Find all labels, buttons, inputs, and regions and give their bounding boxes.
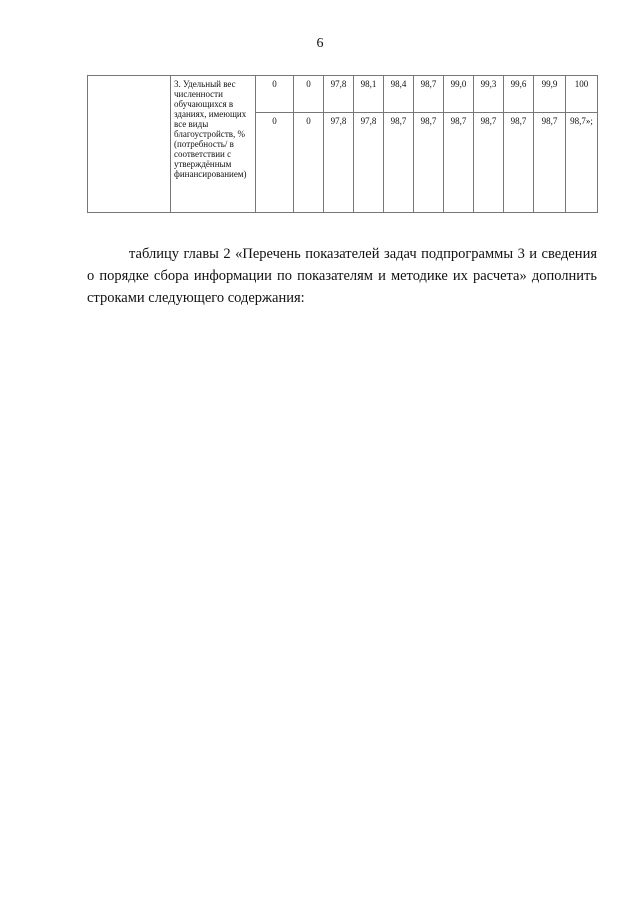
indicator-description: 3. Удельный вес численности обучающихся в зданиях, имеющих все виды благоустройств, % (потребность/ в соответствии с утверждённым финансированием) [171, 76, 256, 213]
table-cell: 99,3 [474, 76, 504, 113]
table-cell: 98,7 [504, 113, 534, 213]
empty-cell [88, 76, 171, 213]
table-cell: 97,8 [324, 113, 354, 213]
table-cell: 0 [294, 76, 324, 113]
indicators-table [87, 75, 598, 213]
table-cell: 99,9 [534, 76, 566, 113]
table-cell: 98,7 [534, 113, 566, 213]
table-cell: 97,8 [354, 113, 384, 213]
table-cell: 100 [566, 76, 598, 113]
table-cell: 0 [256, 76, 294, 113]
table-cell: 98,7»; [566, 113, 598, 213]
table-cell: 0 [294, 113, 324, 213]
table-cell: 99,6 [504, 76, 534, 113]
table-cell: 0 [256, 113, 294, 213]
body-paragraph: таблицу главы 2 «Перечень показателей задач подпрограммы 3 и сведения о порядке сбора информации по показателям и методике их расчета» дополнить строками следующего содержания: [87, 246, 597, 306]
table-cell: 98,4 [384, 76, 414, 113]
table-cell: 98,7 [474, 113, 504, 213]
table-row [88, 76, 598, 113]
table-cell: 97,8 [324, 76, 354, 113]
table-cell: 98,1 [354, 76, 384, 113]
page-number: 6 [316, 36, 324, 51]
table-cell: 98,7 [444, 113, 474, 213]
table-cell: 98,7 [384, 113, 414, 213]
table-cell: 98,7 [414, 76, 444, 113]
table-cell: 99,0 [444, 76, 474, 113]
table-cell: 98,7 [414, 113, 444, 213]
